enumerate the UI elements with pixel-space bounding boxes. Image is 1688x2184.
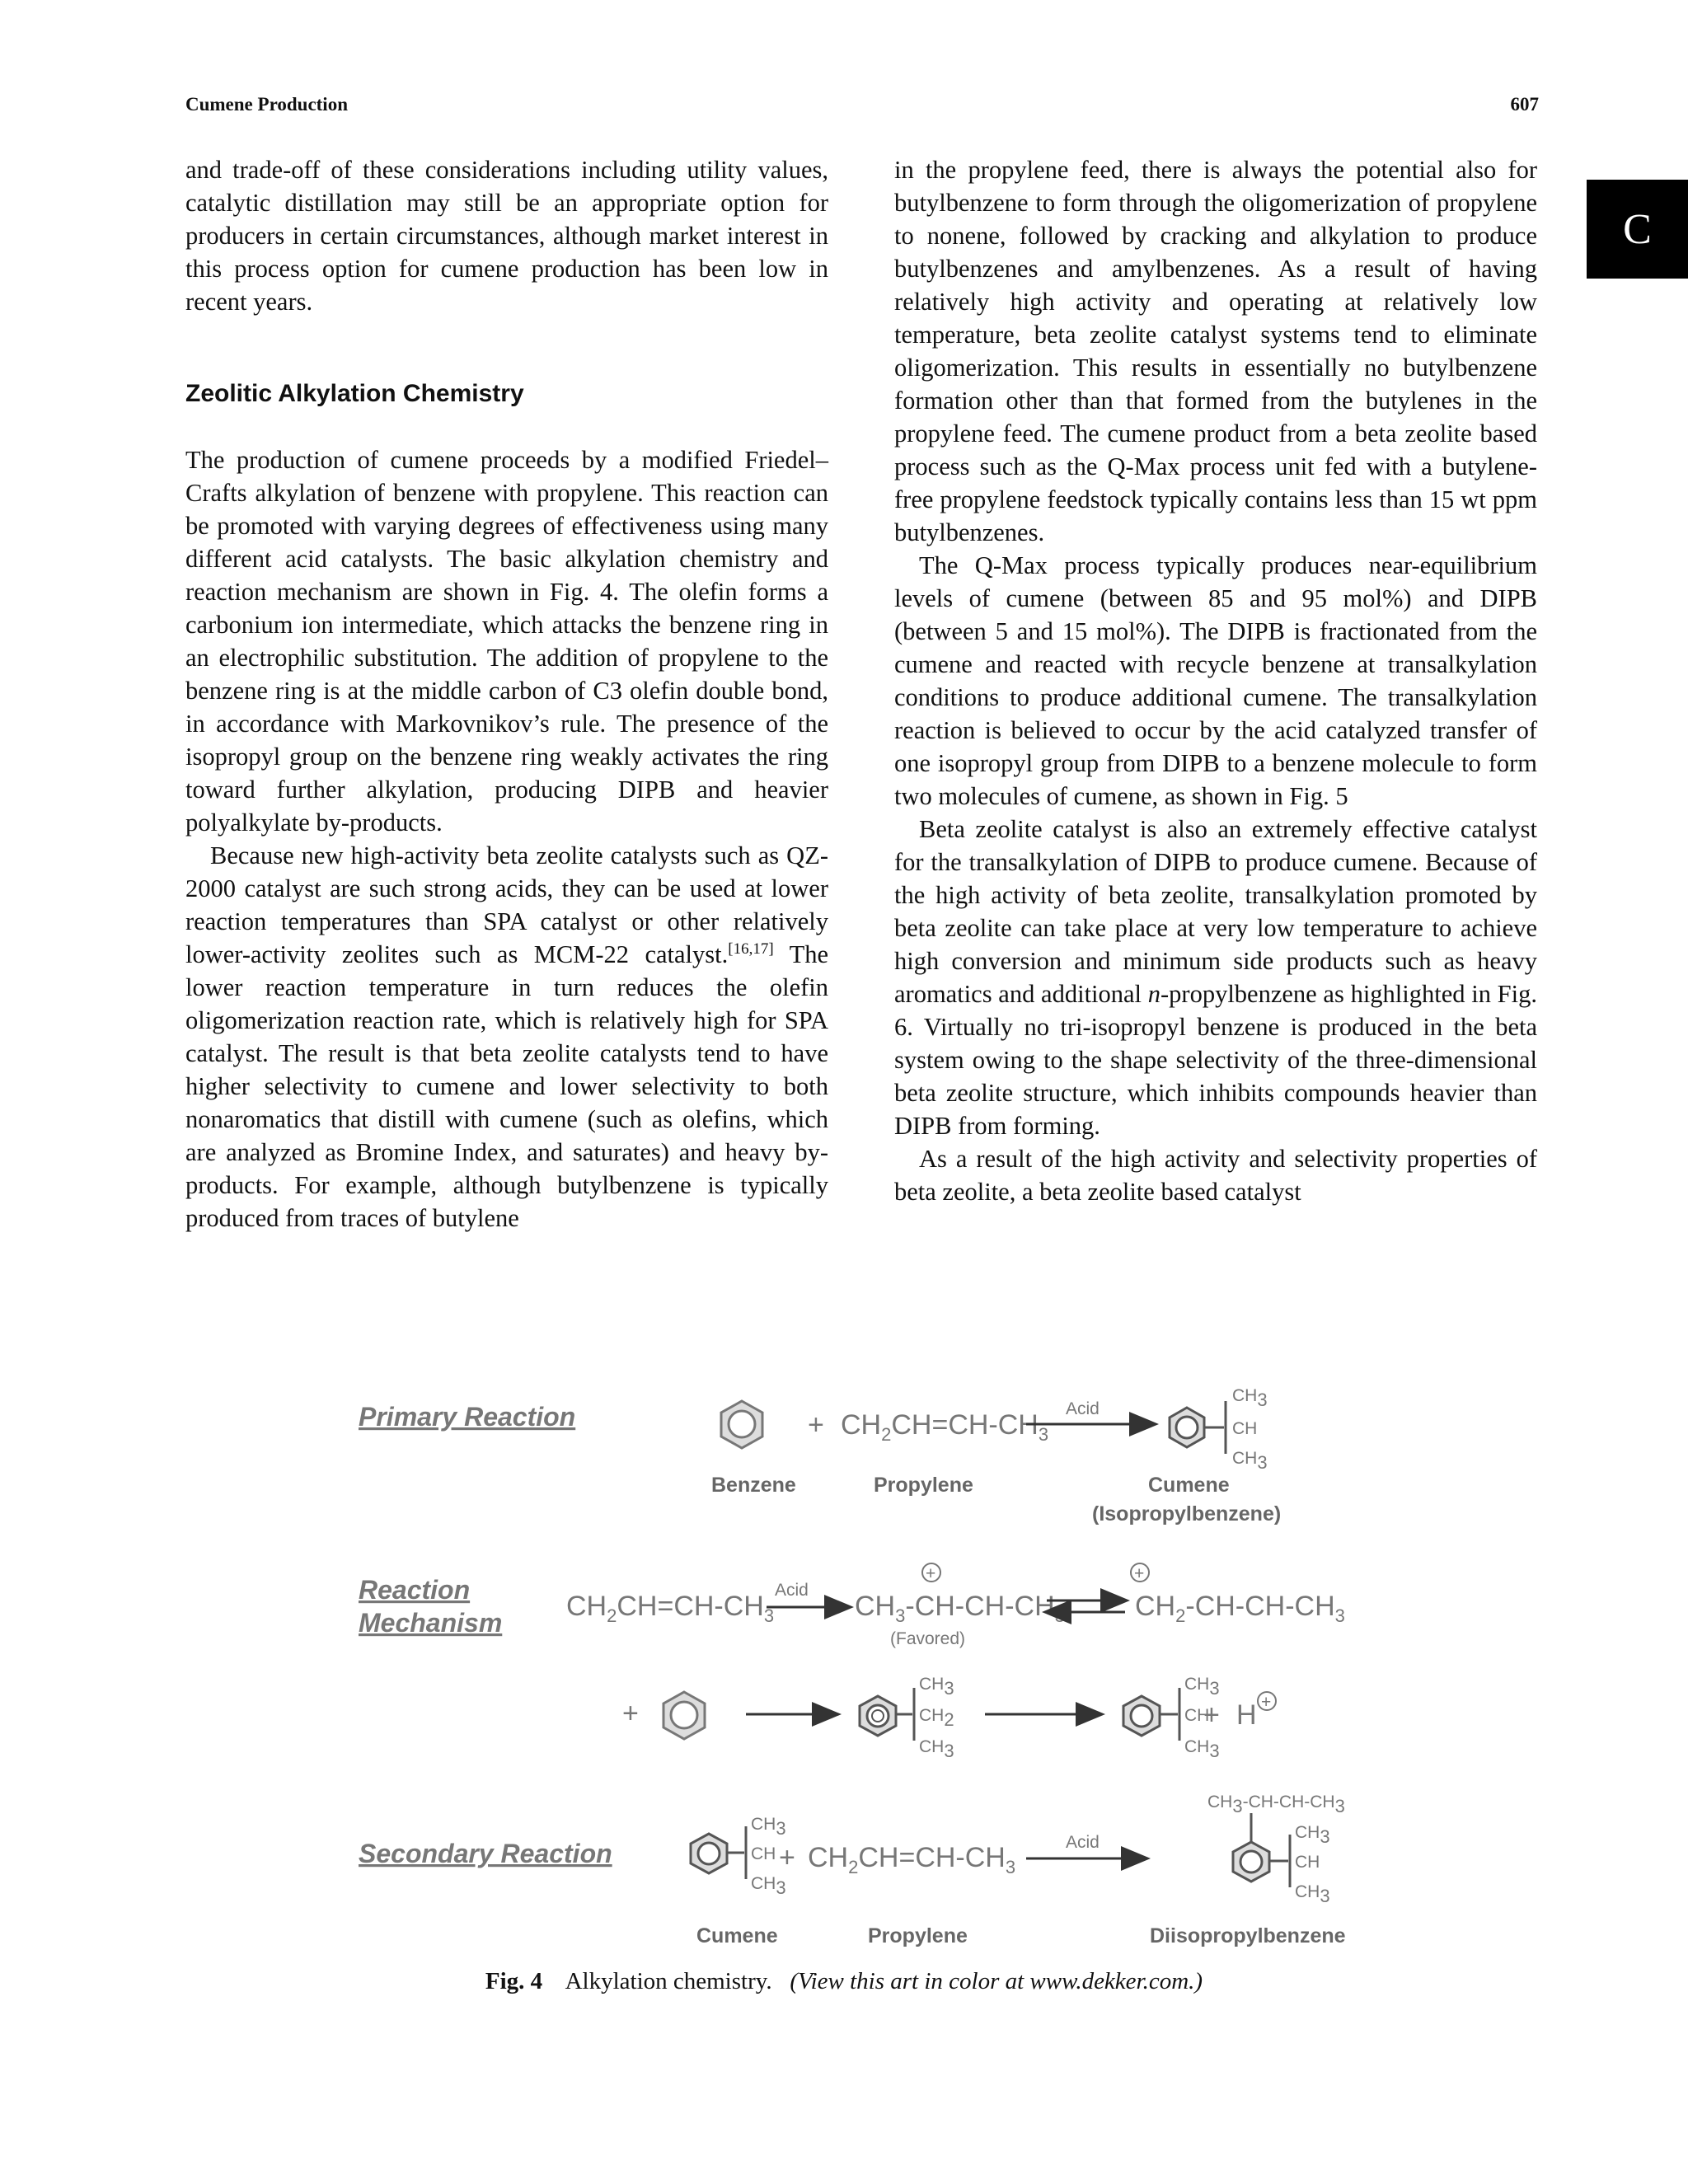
charge-sign: + <box>1261 1693 1272 1712</box>
figure-caption <box>0 1968 1688 1995</box>
dipb-name: Diisopropylbenzene <box>1150 1924 1346 1947</box>
right-column <box>894 153 1537 1208</box>
page-number: 607 <box>1510 94 1539 115</box>
methylene-group: CH2 <box>919 1706 954 1730</box>
caption-spacer <box>548 1968 560 1994</box>
section-heading: Zeolitic Alkylation Chemistry <box>185 380 524 407</box>
favored-note: (Favored) <box>890 1629 966 1648</box>
methyl-group: CH3 <box>1295 1823 1330 1847</box>
acid-label: Acid <box>775 1581 809 1600</box>
plus-sign: + <box>808 1409 824 1441</box>
page-header <box>185 94 1539 127</box>
cumene-structure-icon <box>1123 1688 1179 1741</box>
cumene-alt-name: (Isopropylbenzene) <box>1092 1502 1282 1526</box>
sigma-complex-icon <box>860 1688 914 1741</box>
cumene-structure-icon <box>1170 1401 1226 1454</box>
mechanism-label: Mechanism <box>359 1608 503 1638</box>
methine-group: CH <box>751 1844 776 1863</box>
mechanism-label: Reaction <box>359 1575 471 1605</box>
paragraph-text: The lower reaction temperature in turn reduces the olefin oligomerization reaction rate, which is relatively high for SPA catalyst. The result is that beta zeolite catalysts tend to have higher selectivity to cumene and lower selectivity to both nonaromatics that distill with cumene (such as olefins, which are analyzed as Bromine Index, and saturates) and heavy by-products. For example, although butylbenzene is typically produced from traces of butylene <box>185 940 828 1232</box>
secondary-carbocation: $CH_3-CH-CH-CH_3$ <box>855 1591 1065 1626</box>
methyl-group: CH3 <box>1184 1675 1220 1699</box>
left-column <box>185 153 828 1235</box>
reaction-figure <box>350 1368 1381 1953</box>
paragraph: and trade-off of these considerations including utility values, catalytic distillation may still be an appropriate option for producers in certain circumstances, although market interest in this process option for cumene production has been low in recent years. <box>185 156 828 316</box>
methyl-group: CH3 <box>751 1874 786 1898</box>
propylene-name: Propylene <box>868 1924 968 1947</box>
methyl-group: CH3 <box>1232 1449 1268 1473</box>
plus-sign: + <box>1203 1699 1220 1731</box>
methyl-group: CH3 <box>1232 1386 1268 1410</box>
plus-sign: + <box>779 1842 795 1873</box>
caption-note: (View this art in color at www.dekker.com.) <box>790 1968 1203 1994</box>
paragraph-text: -propylbenzene as highlighted in Fig. 6. Virtually no tri-isopropyl benzene is produced in the beta system owing to the shape selectivity of the three-dimensional beta zeolite structure, which inhibits compounds heavier than DIPB from forming. <box>894 980 1537 1140</box>
acid-label: Acid <box>1066 1833 1100 1852</box>
methine-group: CH <box>1295 1853 1320 1872</box>
methyl-group: CH3 <box>919 1675 954 1699</box>
isopropyl-group: CH3-CH-CH-CH3 <box>1207 1793 1345 1816</box>
benzene-ring-icon <box>663 1692 705 1739</box>
paragraph: in the propylene feed, there is always the potential also for butylbenzene to form through the oligomerization of propylene to nonene, followed by cracking and alkylation to produce butylbenzenes and amylbenzenes. As a result of having relatively high activity and operating at relatively low temperature, beta zeolite catalyst systems tend to eliminate oligomerization. This results in essentially no butylbenzene formation other than that formed from the butylenes in the propylene feed. The cumene product from a beta zeolite based process such as the Q-Max process unit fed with a butylene-free propylene feedstock typically contains less than 15 wt ppm butylbenzenes. <box>894 156 1537 546</box>
figure-number: Fig. 4 <box>485 1968 543 1994</box>
cumene-name: Cumene <box>696 1924 778 1947</box>
primary-carbocation: $CH_2-CH-CH-CH_3$ <box>1135 1591 1345 1626</box>
methine-group: CH <box>1232 1419 1258 1438</box>
paragraph <box>185 839 828 1235</box>
paragraph-text: Because new high-activity beta zeolite catalysts such as QZ-2000 catalyst are such strong acids, they can be used at lower reaction temperatures than SPA catalyst or other relatively lower-activity zeolites such as MCM-22 catalyst. <box>185 841 828 968</box>
reaction-scheme <box>350 1368 1381 1953</box>
charge-sign: + <box>1134 1564 1145 1583</box>
plus-sign: + <box>622 1698 639 1729</box>
paragraph: The Q-Max process typically produces near-equilibrium levels of cumene (between 85 and 95 mol%) and DIPB (between 5 and 15 mol%). The DIPB is fractionated from the cumene and reacted with recycle benzene at transalkylation conditions to produce additional cumene. The transalkylation reaction is believed to occur by the acid catalyzed transfer of one isopropyl group from DIPB to a benzene molecule to form two molecules of cumene, as shown in Fig. 5 <box>894 551 1537 810</box>
italic-prefix: n <box>1147 980 1161 1008</box>
propylene-name: Propylene <box>874 1474 973 1497</box>
methine-group: CH <box>1184 1706 1210 1725</box>
secondary-reaction-label: Secondary Reaction <box>359 1839 612 1868</box>
primary-reaction-label: Primary Reaction <box>359 1402 576 1432</box>
benzene-name: Benzene <box>711 1474 796 1497</box>
proton: H <box>1236 1699 1257 1731</box>
propylene-formula: $CH_2CH=CH-CH_3$ <box>566 1591 775 1626</box>
paragraph: The production of cumene proceeds by a modified Friedel–Crafts alkylation of benzene with propylene. This reaction can be promoted with varying degrees of effectiveness using many different acid catalysts. The basic alkylation chemistry and reaction mechanism are shown in Fig. 4. The olefin forms a carbonium ion intermediate, which attacks the benzene ring in an electrophilic substitution. The addition of propylene to the benzene ring is at the middle carbon of C3 olefin double bond, in accordance with Markovnikov’s rule. The presence of the isopropyl group on the benzene ring weakly activates the ring toward further alkylation, producing DIPB and heavier polyalkylate by-products. <box>185 446 828 837</box>
methyl-group: CH3 <box>919 1737 954 1761</box>
cumene-name: Cumene <box>1148 1474 1230 1497</box>
paragraph: As a result of the high activity and selectivity properties of beta zeolite, a beta zeolite based catalyst <box>894 1145 1537 1206</box>
running-title: Cumene Production <box>185 94 348 115</box>
benzene-ring-icon <box>721 1401 762 1448</box>
methyl-group: CH3 <box>1295 1882 1330 1906</box>
caption-text: Alkylation chemistry. <box>565 1968 772 1994</box>
paragraph <box>894 813 1537 1142</box>
caption-spacer <box>778 1968 784 1994</box>
acid-label: Acid <box>1066 1399 1100 1418</box>
propylene-formula: $CH_2CH=CH-CH_3$ <box>841 1409 1049 1445</box>
cumene-structure-icon <box>691 1826 746 1879</box>
propylene-formula: $CH_2CH=CH-CH_3$ <box>808 1842 1016 1877</box>
citation-ref: [16,17] <box>728 940 774 958</box>
section-tab: C <box>1587 180 1688 279</box>
paragraph-text: Beta zeolite catalyst is also an extremely effective catalyst for the transalkylation of DIPB to produce cumene. Because of the high activity of beta zeolite, transalkylation promoted by beta zeolite can take place at very low temperature to achieve high conversion and minimum side products such as heavy aromatics and additional <box>894 815 1537 1008</box>
methyl-group: CH3 <box>1184 1737 1220 1761</box>
methyl-group: CH3 <box>751 1815 786 1839</box>
charge-sign: + <box>926 1564 936 1583</box>
dipb-structure-icon <box>1233 1813 1290 1887</box>
